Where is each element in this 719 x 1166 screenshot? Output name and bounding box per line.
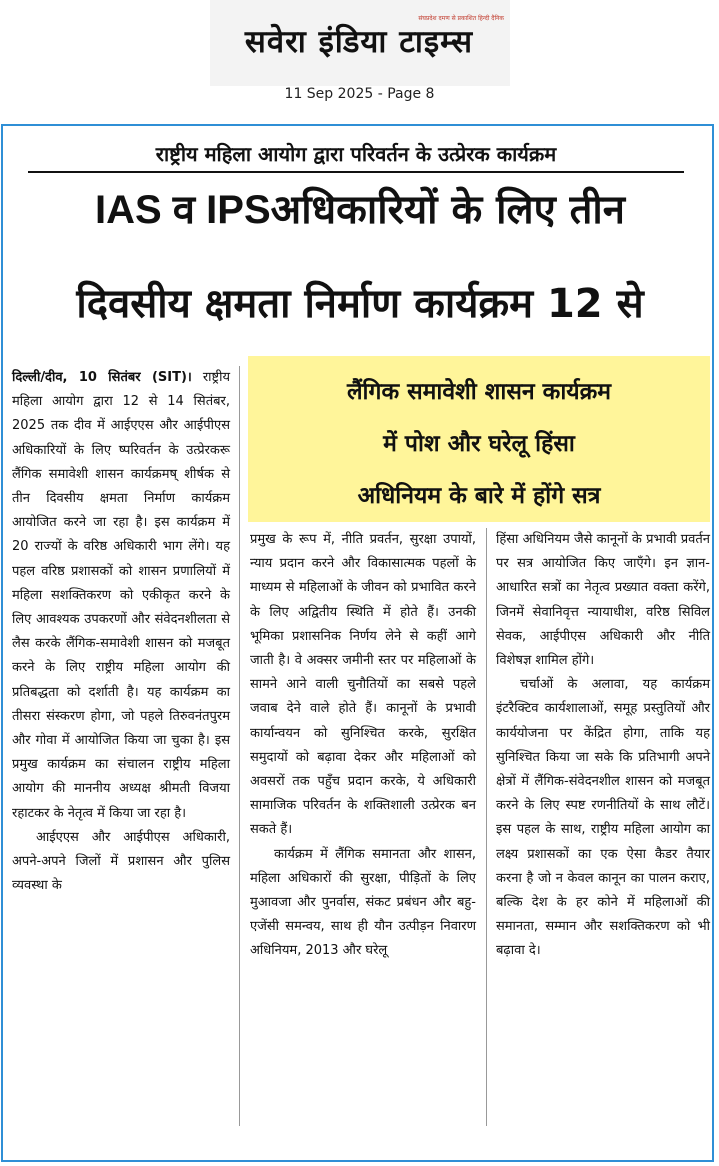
- column-divider-2: [486, 528, 487, 1126]
- headline-line-1: [8, 187, 712, 233]
- column-2-paragraph-2: कार्यक्रम में लैंगिक समानता और शासन, महिला अधिकारों की सुरक्षा, पीड़ितों के लिए मुआवजा और पुनर्वास, संकट प्रबंधन और बहु-एजेंसी समन्वय, साथ ही यौन उत्पीड़न निवारण अधिनियम, 2013 और घरेलू: [250, 846, 476, 959]
- headline-latin-part: IAS व IPS: [95, 188, 271, 232]
- column-divider-1: [239, 366, 240, 1126]
- column-1-paragraph-1: राष्ट्रीय महिला आयोग द्वारा 12 से 14 सितंबर, 2025 तक दीव में आईएएस और आईपीएस अधिकारियों के लिए ष्परिवर्तन के उत्प्रेरकरू लैंगिक समावेशी शासन कार्यक्रमष् शीर्षक से तीन दिवसीय क्षमता निर्माण कार्यक्रम आयोजित करने जा रहा है। इस कार्यक्रम में 20 राज्यों के वरिष्ठ अधिकारी भाग लेंगे। यह पहल वरिष्ठ प्रशासकों को शासन प्रणालियों में महिला सशक्तिकरण को एकीकृत करने के लिए आवश्यक उपकरणों और संवेदनशीलता से लैस करके लैंगिक-समावेशी शासन को मजबूत करने के लिए राष्ट्रीय महिला आयोग की प्रतिबद्धता को दर्शाती है। यह कार्यक्रम का तीसरा संस्करण होगा, जो पहले तिरुवनंतपुरम और गोवा में आयोजित किया जा चुका है। इस प्रमुख कार्यक्रम का संचालन राष्ट्रीय महिला आयोग की माननीय अध्यक्ष श्रीमती विजया रहाटकर के नेतृत्व में किया जा रहा है।: [12, 370, 230, 821]
- newspaper-title: सवेरा इंडिया टाइम्स: [244, 24, 474, 60]
- column-3-paragraph-2: चर्चाओं के अलावा, यह कार्यक्रम इंटरैक्टिव कार्यशालाओं, समूह प्रस्तुतियों और कार्ययोजना पर केंद्रित होगा, ताकि यह सुनिश्चित किया जा सके कि प्रतिभागी अपने क्षेत्रों में लैंगिक-संवेदनशील शासन को मजबूत करने के लिए स्पष्ट रणनीतियों के साथ लौटें। इस पहल के साथ, राष्ट्रीय महिला आयोग का लक्ष्य प्रशासकों का एक ऐसा कैडर तैयार करना है जो न केवल कानून का पालन कराए, बल्कि देश के हर कोने में महिलाओं की समानता, सम्मान और सशक्तिकरण को भी बढ़ावा दे।: [496, 677, 710, 959]
- article-column-2: [250, 528, 476, 964]
- subheadline-line-3: अधिनियम के बारे में होंगे सत्र: [357, 483, 601, 509]
- subheadline-line-2: में पोश और घरेलू हिंसा: [383, 431, 575, 457]
- newspaper-masthead: [210, 0, 510, 86]
- subheadline-line-1: लैंगिक समावेशी शासन कार्यक्रम: [346, 379, 612, 405]
- column-1-paragraph-2: आईएएस और आईपीएस अधिकारी, अपने-अपने जिलों में प्रशासन और पुलिस व्यवस्था के: [12, 829, 230, 894]
- column-2-paragraph-1: प्रमुख के रूप में, नीति प्रवर्तन, सुरक्षा उपायों, न्याय प्रदान करने और विकासात्मक पहलों के माध्यम से महिलाओं के जीवन को प्रभावित करने के लिए अद्वितीय स्थिति में होते हैं। उनकी भूमिका प्रशासनिक निर्णय लेने से कहीं आगे जाती है। वे अक्सर जमीनी स्तर पर महिलाओं के सामने आने वाली चुनौतियों का सबसे पहले जवाब देने वाले होते हैं। कानूनों के प्रभावी कार्यान्वयन को सुनिश्चित करके, सुरक्षित समुदायों को बढ़ावा देकर और महिलाओं को अवसरों तक पहुँच प्रदान करके, ये अधिकारी सामाजिक परिवर्तन के शक्तिशाली उत्प्रेरक बन सकते हैं।: [250, 532, 476, 838]
- article-column-3: [496, 528, 710, 964]
- masthead-tagline: संघप्रदेश दमण से प्रकाशित हिन्दी दैनिक: [418, 15, 504, 22]
- headline-line-2: दिवसीय क्षमता निर्माण कार्यक्रम 12 से: [76, 281, 644, 327]
- column-3-paragraph-1: हिंसा अधिनियम जैसे कानूनों के प्रभावी प्रवर्तन पर सत्र आयोजित किए जाएँगे। इन ज्ञान-आधारित सत्रों का नेतृत्व प्रख्यात वक्ता करेंगे, जिनमें सेवानिवृत्त न्यायाधीश, वरिष्ठ सिविल सेवक, आईपीएस अधिकारी और नीति विशेषज्ञ शामिल होंगे।: [496, 532, 710, 669]
- article-kicker: राष्ट्रीय महिला आयोग द्वारा परिवर्तन के उत्प्रेरक कार्यक्रम: [28, 140, 684, 173]
- edition-date-page: 11 Sep 2025 - Page 8: [284, 86, 435, 102]
- article-dateline: दिल्ली/दीव, 10 सितंबर (SIT)।: [12, 370, 192, 385]
- subheadline-box: [248, 356, 710, 522]
- headline-hindi-part: अधिकारियों के लिए तीन: [270, 187, 625, 233]
- article-column-1: [12, 366, 230, 898]
